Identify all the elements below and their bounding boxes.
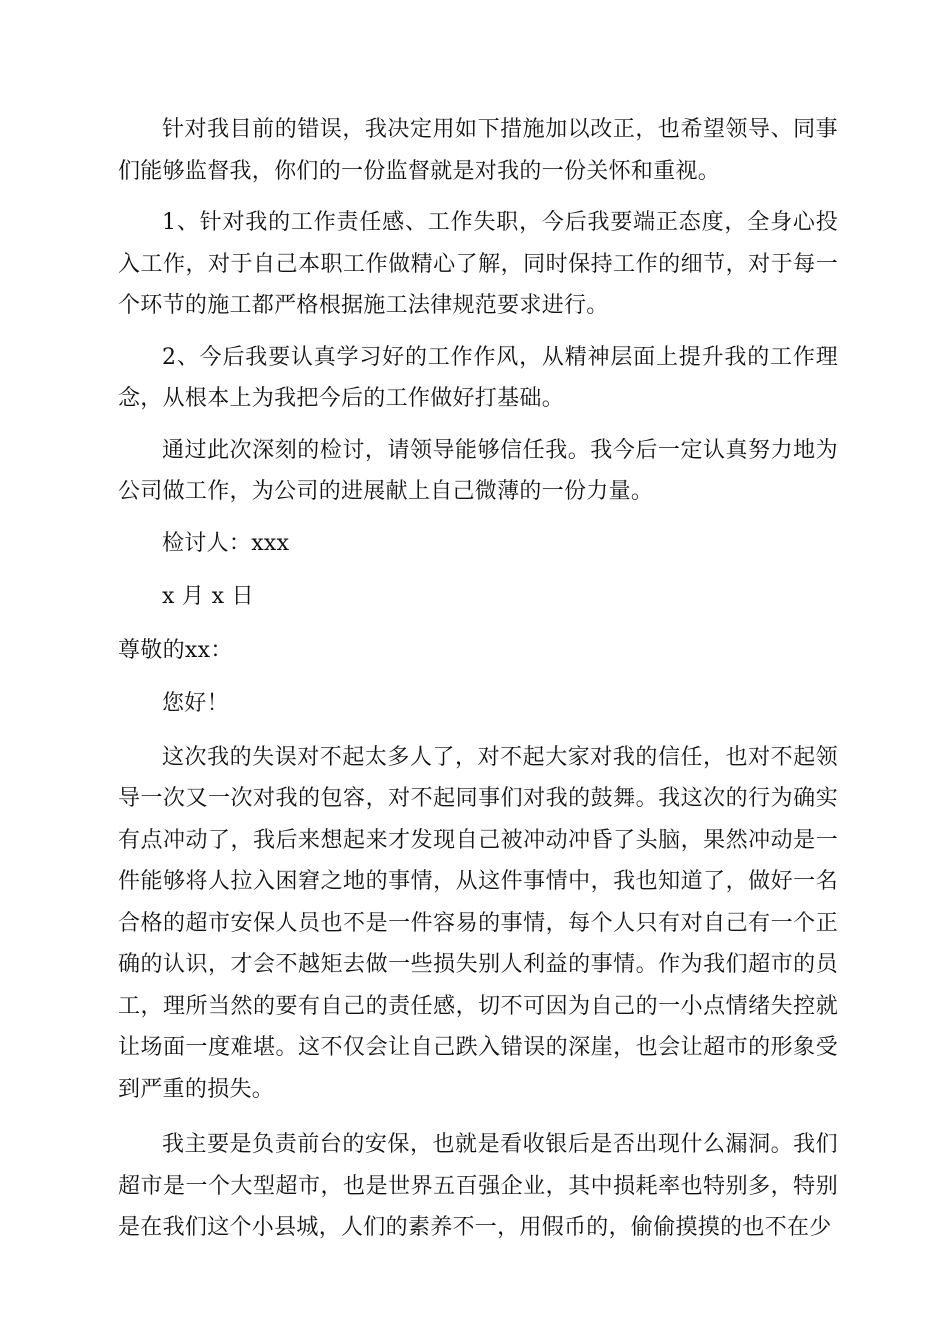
paragraph-duties: 我主要是负责前台的安保，也就是看收银后是否出现什么漏洞。我们超市是一个大型超市，也是世界五百强企业，其中损耗率也特别多，特别是在我们这个小县城，人们的素养不一，用假币的，偷偷摸摸的也不在少	[118, 1132, 838, 1240]
paragraph-measure-1: 1、针对我的工作责任感、工作失职，今后我要端正态度，全身心投入工作，对于自己本职工作做精心了解，同时保持工作的细节，对于每一个环节的施工都严格根据施工法律规范要求进行。	[118, 210, 838, 318]
document-page	[118, 109, 838, 1249]
greeting: 您好！	[162, 691, 229, 716]
signature: 检讨人：xxx	[162, 530, 290, 556]
paragraph-measure-2: 2、今后我要认真学习好的工作作风，从精神层面上提升我的工作理念，从根本上为我把今后的工作做好打基础。	[118, 344, 838, 411]
paragraph-apology: 这次我的失误对不起太多人了，对不起大家对我的信任，也对不起领导一次又一次对我的包容，对不起同事们对我的鼓舞。我这次的行为确实有点冲动了，我后来想起来才发现自己被冲动冲昏了头脑，果然冲动是一件能够将人拉入困窘之地的事情，从这件事情中，我也知道了，做好一名合格的超市安保人员也不是一件容易的事情，每个人只有对自己有一个正确的认识，才会不越矩去做一些损失别人利益的事情。作为我们超市的员工，理所当然的要有自己的责任感，切不可因为自己的一小点情绪失控就让场面一度难堪。这不仅会让自己跌入错误的深崖，也会让超市的形象受到严重的损失。	[118, 744, 838, 1102]
salutation: 尊敬的xx：	[118, 637, 233, 663]
paragraph-correction-intro: 针对我目前的错误，我决定用如下措施加以改正，也希望领导、同事们能够监督我，你们的一份监督就是对我的一份关怀和重视。	[118, 117, 838, 184]
paragraph-closing: 通过此次深刻的检讨，请领导能够信任我。我今后一定认真努力地为公司做工作，为公司的进展献上自己微薄的一份力量。	[118, 437, 838, 504]
date: x 月 x 日	[162, 584, 254, 609]
